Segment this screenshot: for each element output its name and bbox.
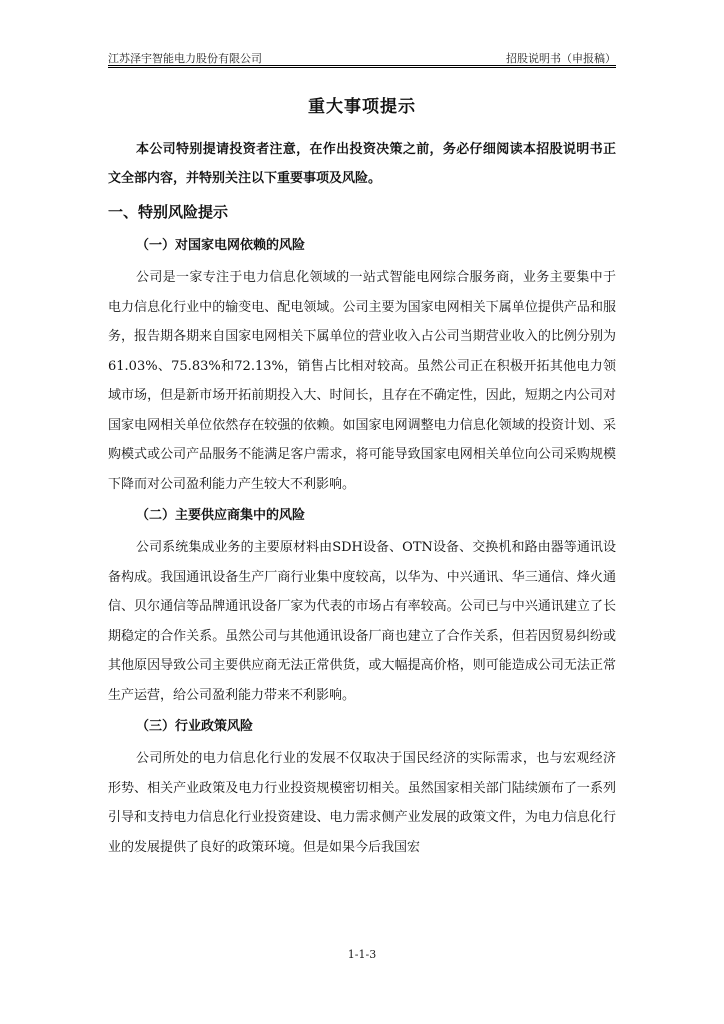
important-notice: 本公司特别提请投资者注意，在作出投资决策之前，务必仔细阅读本招股说明书正文全部内容，并特别关注以下重要事项及风险。 bbox=[108, 142, 616, 186]
page-body bbox=[108, 92, 616, 864]
page-number: 1-1-3 bbox=[347, 948, 377, 961]
subsection-heading-supplier-concentration: （二）主要供应商集中的风险 bbox=[136, 508, 306, 523]
header-company-name: 江苏泽宇智能电力股份有限公司 bbox=[108, 52, 262, 65]
page-header bbox=[108, 48, 616, 66]
header-document-type: 招股说明书（申报稿） bbox=[506, 52, 616, 65]
paragraph-state-grid-dependency: 公司是一家专注于电力信息化领域的一站式智能电网综合服务商，业务主要集中于电力信息化行业中的输变电、配电领域。公司主要为国家电网相关下属单位提供产品和服务，报告期各期来自国家电网相关下属单位的营业收入占公司当期营业收入的比例分别为61.03%、75.83%和72.13%，销售占比相对较高。虽然公司正在积极开拓其他电力领域市场，但是新市场开拓前期投入大、时间长，且存在不确定性，因此，短期之内公司对国家电网相关单位依然存在较强的依赖。如国家电网调整电力信息化领域的投资计划、采购模式或公司产品服务不能满足客户需求，将可能导致国家电网相关单位向公司采购规模下降而对公司盈利能力产生较大不利影响。 bbox=[108, 270, 616, 492]
document-title: 重大事项提示 bbox=[308, 97, 416, 117]
subsection-heading-state-grid-dependency: （一）对国家电网依赖的风险 bbox=[136, 238, 306, 253]
subsection-heading-industry-policy: （三）行业政策风险 bbox=[136, 719, 254, 734]
header-rule-top bbox=[108, 65, 616, 66]
paragraph-supplier-concentration: 公司系统集成业务的主要原材料由SDH设备、OTN设备、交换机和路由器等通讯设备构成。我国通讯设备生产厂商行业集中度较高，以华为、中兴通讯、华三通信、烽火通信、贝尔通信等品牌通讯设备厂家为代表的市场占有率较高。公司已与中兴通讯建立了长期稳定的合作关系。虽然公司与其他通讯设备厂商也建立了合作关系，但若因贸易纠纷或其他原因导致公司主要供应商无法正常供货，或大幅提高价格，则可能造成公司无法正常生产运营，给公司盈利能力带来不利影响。 bbox=[108, 540, 616, 703]
header-rule-bottom bbox=[108, 67, 616, 68]
section-heading-special-risks: 一、特别风险提示 bbox=[108, 203, 229, 221]
paragraph-industry-policy: 公司所处的电力信息化行业的发展不仅取决于国民经济的实际需求，也与宏观经济形势、相关产业政策及电力行业投资规模密切相关。虽然国家相关部门陆续颁布了一系列引导和支持电力信息化行业投资建设、电力需求侧产业发展的政策文件，为电力信息化行业的发展提供了良好的政策环境。但是如果今后我国宏 bbox=[108, 751, 616, 855]
